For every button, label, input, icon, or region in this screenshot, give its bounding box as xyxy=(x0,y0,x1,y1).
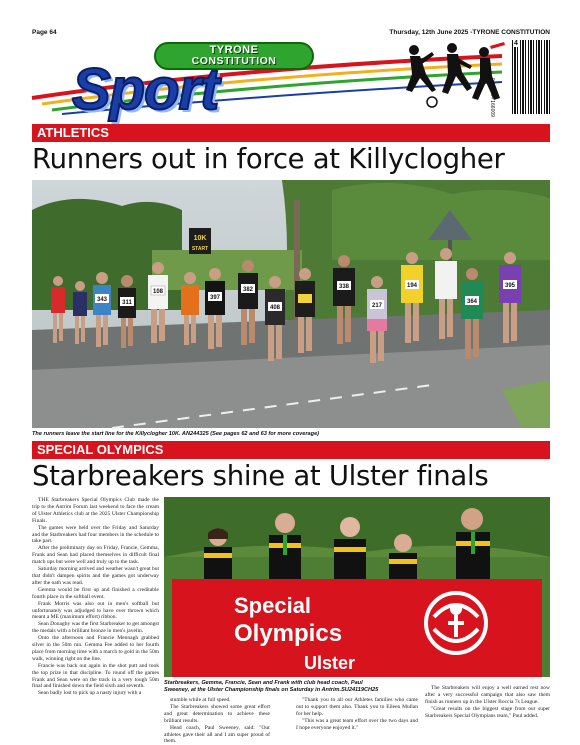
masthead xyxy=(32,38,550,122)
banner-line2: Olympics xyxy=(234,620,343,647)
svg-text:382: 382 xyxy=(242,287,254,293)
svg-text:START: START xyxy=(191,246,209,252)
bib-343: 343 xyxy=(96,297,108,303)
article-column-2: stumble while at full speed. The Starbreakers showed some great effort and great determination to achieve these brilliant results. Head coach, Paul Sweeney, said: "Our athletes gave their all and I am super proud of them. xyxy=(164,697,270,745)
banner-line1: Special xyxy=(234,593,312,618)
page-header-line xyxy=(32,27,550,37)
barcode-number: 9 771364 166009 xyxy=(489,78,495,117)
svg-text:364: 364 xyxy=(466,299,478,305)
runners-photo-illustration xyxy=(32,180,550,428)
sport-wordmark: Sport xyxy=(72,57,219,122)
headline-starbreakers: Starbreakers shine at Ulster finals xyxy=(32,460,489,492)
starbreakers-photo-illustration xyxy=(164,497,550,677)
svg-text:395: 395 xyxy=(504,283,516,289)
svg-text:217: 217 xyxy=(371,303,383,309)
caption-starbreakers: Starbreakers, Gemma, Francie, Sean and Frank with club head coach, Paul Sweeney, at the Ulster Championship finals on Saturday in Antrim.SU24119CH25 xyxy=(164,680,379,693)
dateline: Thursday, 12th June 2025 -TYRONE CONSTITUTION xyxy=(389,28,550,36)
section-label-special-olympics: SPECIAL OLYMPICS xyxy=(32,441,550,459)
svg-text:397: 397 xyxy=(209,295,221,301)
svg-text:108: 108 xyxy=(152,289,164,295)
masthead-title-line1: TYRONE xyxy=(209,44,259,56)
photo-runners xyxy=(32,180,550,428)
banner-line3: Ulster xyxy=(304,653,356,673)
article-column-1: THE Starbreakers Special Olympics Club made the trip to the Antrim Forum last weekend to face the cream of Ulster Athletics club at the 2025 Ulster Championship Finals. The games were held over the Friday and Saturday and the Starbreakers had four members in the schedule to take part. After the preliminary day on Friday, Francie, Gemma, Frank and Sean had placed themselves in difficult final match ups but were well and truly up to the task. Saturday morning arrived and weather wasn't great but that didn't dampen spirits and the games got underway after the oath was read. Gemma would be first up and finished a creditable fourth place in the softball event. Frank Morris was also out in men's softball but unfortunately was adjudged to have over thrown which meant a ME (maximum effort) ribbon. Sean Donaghy was the first Starbreaker to get amongst the medals with a brilliant bronze in men's javelin. Onto the afternoon and Francie Mennagh grabbed silver in the 50m run. Gemma Fee added to her fourth place from morning time with a march to gold in the 50m walk, winning right on the line. Francie was back out again in the shot putt and took the top prize in that discipline. To round off the games Frank and Sean were on the track in a very tough 50m final and finished down the field sixth and seventh. Sean badly lost to pick up a nasty injury with a xyxy=(32,497,159,697)
article-column-4: The Starbreakers will enjoy a well earned rest now after a very successful campaign that also saw them finish as runners up in the Ulster Boccia 7s League. "Great results on the biggest stage from our super Starbreakers Special Olympians team," Paul added. xyxy=(425,685,550,719)
svg-text:408: 408 xyxy=(269,305,281,311)
barcode xyxy=(512,40,550,114)
photo-starbreakers xyxy=(164,497,550,677)
issue-digit: 4 xyxy=(514,40,518,47)
caption-runners: The runners leave the start line for the Killyclogher 10K. AN244325 (See pages 62 and 63 for more coverage) xyxy=(32,431,320,437)
page-number: Page 64 xyxy=(32,28,57,36)
headline-runners: Runners out in force at Killyclogher xyxy=(32,143,505,175)
start-sign-text: 10K xyxy=(193,235,207,242)
masthead-title-line2: CONSTITUTION xyxy=(191,55,277,67)
section-label-athletics: ATHLETICS xyxy=(32,124,550,142)
svg-text:194: 194 xyxy=(406,283,418,289)
svg-text:311: 311 xyxy=(122,300,132,306)
article-column-3: "Thank you to all our Athletes families who came out to support them also. Thank you to Eileen Mullan for her help. "This was a great team effort over the two days and I hope everyone enjoyed it." xyxy=(296,697,418,731)
svg-text:338: 338 xyxy=(338,284,350,290)
